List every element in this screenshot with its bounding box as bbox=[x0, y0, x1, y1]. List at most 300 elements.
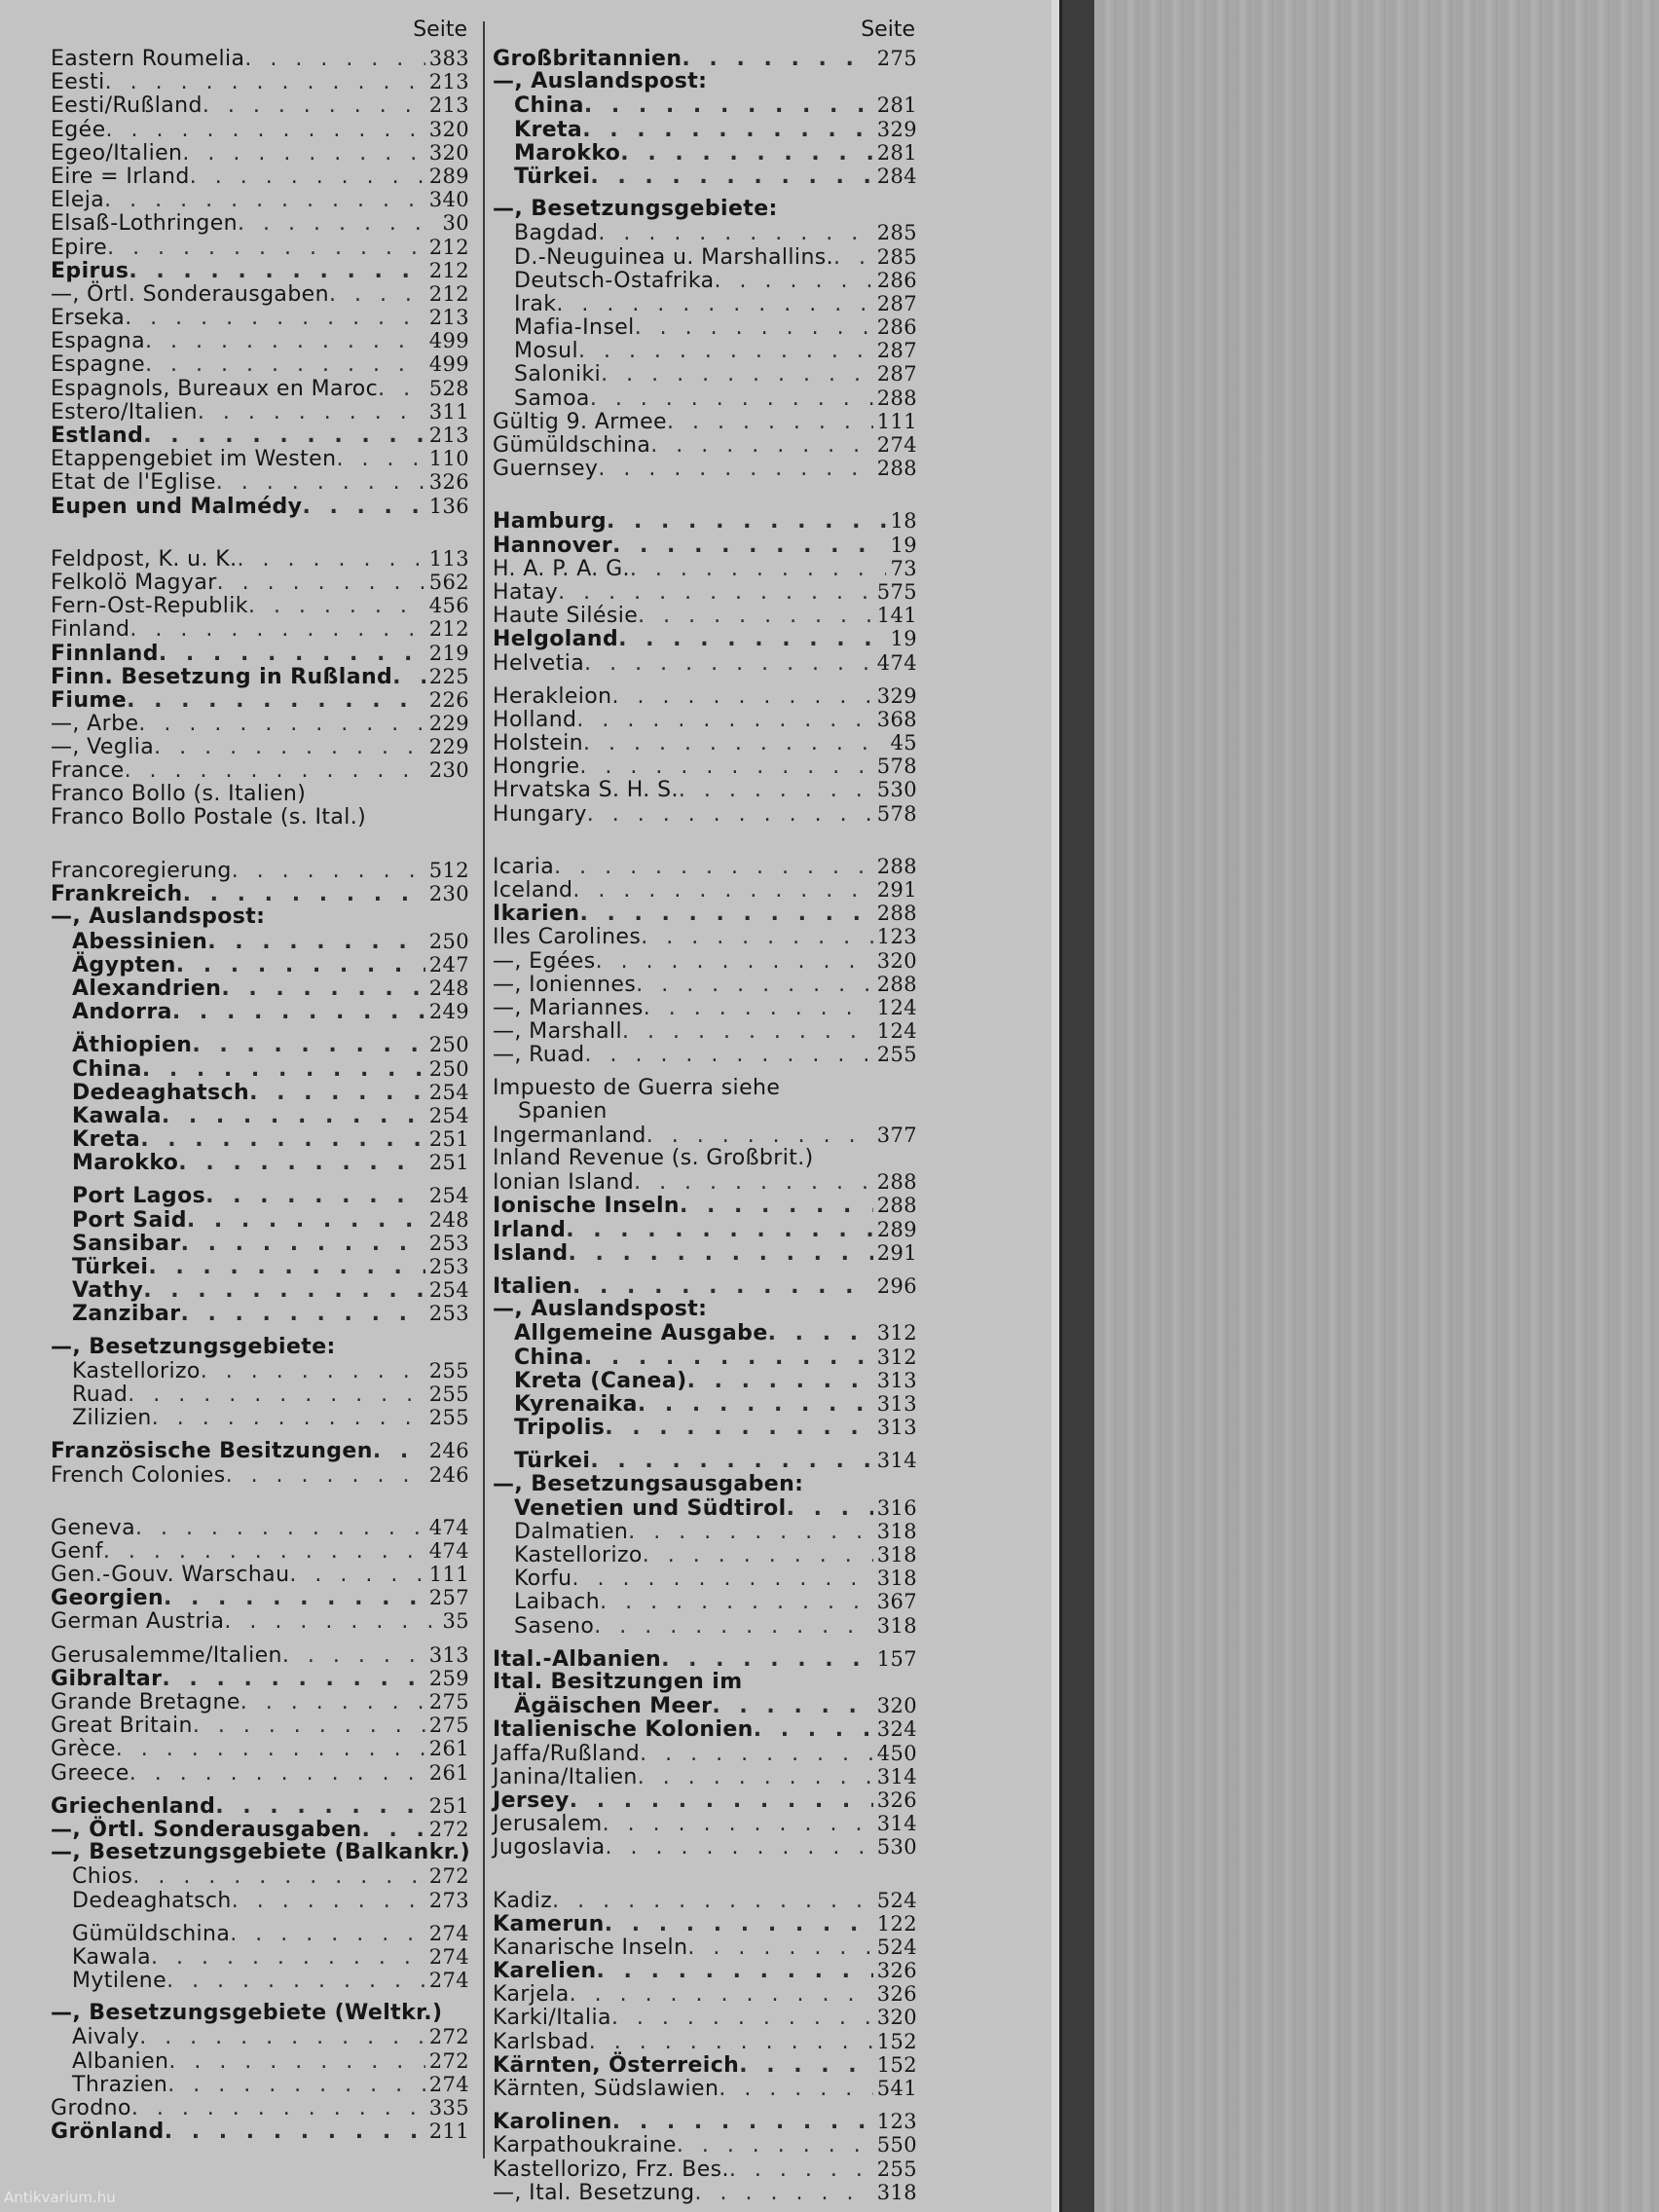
entry-page-number: 152 bbox=[876, 2029, 917, 2053]
dot-leader bbox=[787, 1497, 873, 1521]
dot-leader bbox=[162, 1105, 425, 1128]
entry-label: Etappengebiet im Westen bbox=[51, 447, 337, 472]
entry-label: D.-Neuguinea u. Marshallins. bbox=[514, 244, 834, 270]
entry-page-number: 541 bbox=[876, 2077, 917, 2100]
index-entry bbox=[51, 1969, 469, 1992]
entry-page-number: 286 bbox=[876, 315, 917, 340]
dot-leader bbox=[203, 94, 425, 118]
index-entry bbox=[51, 118, 469, 141]
entry-page-number: 248 bbox=[428, 976, 469, 1000]
entry-page-number: 259 bbox=[428, 1666, 469, 1690]
index-entry bbox=[51, 377, 469, 400]
index-entry bbox=[493, 1936, 917, 1959]
index-entry bbox=[493, 1218, 917, 1241]
index-entry bbox=[493, 973, 917, 996]
index-entry bbox=[493, 2077, 917, 2100]
index-entry bbox=[493, 2181, 917, 2204]
entry-label: Kreta (Canea) bbox=[514, 1368, 687, 1393]
index-entry bbox=[493, 802, 917, 826]
index-entry bbox=[493, 731, 917, 755]
entry-label: Franco Bollo (s. Italien) bbox=[51, 781, 307, 806]
dot-leader bbox=[579, 756, 872, 779]
entry-label: Bagdad bbox=[514, 221, 599, 246]
entry-label: Hamburg bbox=[493, 509, 607, 535]
entry-label: Venetien und Südtirol bbox=[514, 1495, 787, 1521]
entry-label: French Colonies bbox=[51, 1462, 226, 1488]
entry-page-number: 272 bbox=[428, 2025, 469, 2049]
index-entry bbox=[51, 930, 469, 953]
entry-page-number: 318 bbox=[876, 2180, 917, 2204]
dot-leader bbox=[167, 2074, 424, 2097]
dot-leader bbox=[576, 709, 872, 732]
entry-label: Eire = Irland bbox=[51, 164, 190, 189]
entry-label: Estero/Italien bbox=[51, 399, 198, 424]
entry-label: Karelien bbox=[493, 1959, 597, 1984]
left-column-header bbox=[51, 18, 469, 47]
index-entry bbox=[51, 953, 469, 977]
book-cover bbox=[1094, 0, 1659, 2212]
entry-label: China bbox=[514, 1345, 584, 1370]
entry-label: Allgemeine Ausgabe bbox=[514, 1321, 768, 1346]
dot-leader bbox=[145, 330, 425, 353]
dot-leader bbox=[712, 1695, 872, 1718]
index-entry bbox=[493, 2053, 917, 2077]
entry-page-number: 251 bbox=[428, 1793, 469, 1818]
entry-page-number: 73 bbox=[890, 556, 917, 580]
entry-label: Marokko bbox=[514, 140, 621, 166]
entry-page-number: 253 bbox=[428, 1302, 469, 1326]
entry-label: Great Britain bbox=[51, 1714, 193, 1739]
entry-label: Griechenland bbox=[51, 1793, 216, 1819]
index-entry bbox=[493, 1392, 917, 1416]
index-entry bbox=[493, 1959, 917, 1982]
entry-page-number: 318 bbox=[876, 1543, 917, 1567]
dot-leader bbox=[739, 2054, 872, 2078]
index-entry bbox=[51, 188, 469, 211]
index-entry bbox=[493, 47, 917, 70]
entry-label: Dalmatien bbox=[514, 1519, 629, 1544]
index-entry bbox=[51, 1057, 469, 1081]
spacer bbox=[51, 1912, 469, 1922]
index-entry bbox=[51, 2073, 469, 2096]
spacer bbox=[51, 830, 469, 859]
entry-page-number: 113 bbox=[428, 546, 469, 571]
dot-leader bbox=[152, 1407, 425, 1430]
dot-leader bbox=[336, 448, 424, 471]
dot-leader bbox=[178, 1152, 424, 1175]
entry-page-number: 250 bbox=[428, 1056, 469, 1081]
index-entry bbox=[493, 604, 917, 627]
entry-page-number: 289 bbox=[428, 164, 469, 188]
entry-label: —, Auslandspost: bbox=[493, 1297, 708, 1322]
entry-page-number: 524 bbox=[876, 1888, 917, 1912]
entry-label: Hungary bbox=[493, 801, 587, 827]
index-entry bbox=[493, 755, 917, 778]
dot-leader bbox=[105, 71, 425, 94]
entry-page-number: 273 bbox=[428, 1888, 469, 1912]
entry-page-number: 230 bbox=[428, 882, 469, 906]
entry-label: —, Marshall bbox=[493, 1019, 623, 1045]
entry-page-number: 367 bbox=[876, 1590, 917, 1614]
dot-leader bbox=[554, 856, 873, 879]
entry-page-number: 530 bbox=[876, 1835, 917, 1860]
index-entry bbox=[493, 1647, 917, 1671]
dot-leader bbox=[552, 1890, 873, 1913]
entry-page-number: 284 bbox=[876, 164, 917, 188]
entry-label: Kastellorizo, Frz. Bes. bbox=[493, 2157, 729, 2182]
dot-leader bbox=[217, 571, 425, 595]
index-entry bbox=[51, 2096, 469, 2120]
entry-page-number: 230 bbox=[428, 758, 469, 783]
dot-leader bbox=[125, 759, 425, 783]
entry-page-number: 499 bbox=[428, 352, 469, 377]
entry-page-number: 474 bbox=[428, 1515, 469, 1539]
index-entry bbox=[493, 70, 917, 93]
index-entry bbox=[51, 47, 469, 70]
spacer bbox=[493, 1265, 917, 1274]
entry-label: —, Ioniennes bbox=[493, 972, 637, 997]
dot-leader bbox=[215, 1795, 424, 1819]
dot-leader bbox=[628, 1521, 872, 1544]
entry-label: Impuesto de Guerra siehe bbox=[493, 1075, 781, 1100]
index-entry bbox=[51, 1255, 469, 1278]
entry-label: —, Besetzungsgebiete (Weltkr.) bbox=[51, 2001, 443, 2026]
index-entry bbox=[51, 1945, 469, 1969]
index-entry bbox=[493, 1788, 917, 1812]
index-entry bbox=[493, 410, 917, 433]
index-entry bbox=[51, 1516, 469, 1539]
index-entry bbox=[51, 1359, 469, 1382]
dot-leader bbox=[216, 471, 425, 495]
spacer bbox=[493, 1439, 917, 1449]
index-entry bbox=[493, 339, 917, 362]
entry-label: Epire bbox=[51, 235, 108, 260]
entry-label: Greece bbox=[51, 1760, 129, 1786]
dot-leader bbox=[193, 1714, 425, 1738]
dot-leader bbox=[176, 954, 425, 977]
spacer bbox=[51, 1429, 469, 1439]
index-entry bbox=[51, 1586, 469, 1609]
entry-label: Grande Bretagne bbox=[51, 1690, 240, 1714]
dot-leader bbox=[638, 1393, 873, 1417]
dot-leader bbox=[138, 713, 424, 736]
entry-page-number: 550 bbox=[876, 2133, 917, 2157]
entry-label: Äthiopien bbox=[72, 1033, 193, 1058]
dot-leader bbox=[282, 1644, 425, 1668]
index-entry bbox=[493, 1543, 917, 1567]
left-entry-list bbox=[51, 47, 469, 2143]
dot-leader bbox=[833, 246, 873, 270]
index-entry bbox=[493, 1346, 917, 1369]
dot-leader bbox=[638, 605, 873, 628]
entry-label: Kärnten, Südslawien bbox=[493, 2077, 719, 2101]
entry-label: Francoregierung bbox=[51, 859, 232, 883]
entry-page-number: 285 bbox=[876, 221, 917, 245]
entry-page-number: 313 bbox=[876, 1416, 917, 1440]
entry-page-number: 213 bbox=[428, 70, 469, 94]
index-entry bbox=[51, 306, 469, 329]
entry-label: Chios bbox=[72, 1864, 133, 1890]
dot-leader bbox=[630, 558, 887, 581]
index-entry bbox=[493, 1765, 917, 1788]
dot-leader bbox=[634, 1171, 873, 1195]
entry-page-number: 274 bbox=[876, 433, 917, 457]
entry-label: Hongrie bbox=[493, 755, 580, 780]
entry-label: Vathy bbox=[72, 1278, 144, 1304]
entry-page-number: 311 bbox=[428, 399, 469, 424]
index-entry bbox=[51, 1463, 469, 1487]
index-entry bbox=[493, 387, 917, 410]
entry-page-number: 250 bbox=[428, 929, 469, 953]
entry-label: Espagne bbox=[51, 352, 146, 378]
dot-leader bbox=[572, 1567, 873, 1591]
dot-leader bbox=[164, 1587, 425, 1610]
index-entry bbox=[493, 1520, 917, 1543]
entry-page-number: 296 bbox=[876, 1274, 917, 1298]
entry-page-number: 255 bbox=[428, 1358, 469, 1382]
entry-page-number: 320 bbox=[428, 117, 469, 141]
dot-leader bbox=[618, 628, 886, 651]
entry-label: Alexandrien bbox=[72, 976, 222, 1001]
dot-leader bbox=[238, 548, 425, 571]
index-entry bbox=[493, 118, 917, 141]
index-entry bbox=[493, 1077, 917, 1100]
entry-page-number: 287 bbox=[876, 362, 917, 387]
entry-page-number: 287 bbox=[876, 339, 917, 363]
entry-page-number: 324 bbox=[876, 1717, 917, 1742]
entry-page-number: 274 bbox=[428, 1969, 469, 1993]
entry-label: Finland bbox=[51, 617, 130, 643]
entry-label: —, Ital. Besetzung bbox=[493, 2180, 695, 2205]
entry-label: Egeo/Italien bbox=[51, 140, 183, 166]
index-entry bbox=[51, 1864, 469, 1888]
dot-leader bbox=[584, 652, 873, 676]
entry-label: Kastellorizo bbox=[514, 1543, 643, 1568]
index-entry bbox=[51, 1563, 469, 1586]
entry-label: Tripolis bbox=[514, 1416, 606, 1441]
index-entry bbox=[51, 806, 469, 830]
dot-leader bbox=[205, 1185, 425, 1208]
dot-leader bbox=[679, 779, 873, 802]
dot-leader bbox=[166, 1970, 425, 1993]
index-entry bbox=[51, 70, 469, 93]
entry-label: Andorra bbox=[72, 1000, 172, 1025]
entry-page-number: 316 bbox=[876, 1495, 917, 1520]
entry-page-number: 111 bbox=[428, 1563, 469, 1587]
entry-label: Eupen und Malmédy bbox=[51, 494, 303, 519]
index-entry bbox=[51, 688, 469, 712]
index-entry bbox=[51, 1737, 469, 1760]
spacer bbox=[51, 1634, 469, 1643]
entry-label: —, Besetzungsgebiete (Balkankr.) bbox=[51, 1840, 471, 1865]
entry-label: —, Besetzungsausgaben: bbox=[493, 1471, 804, 1496]
index-entry bbox=[51, 665, 469, 688]
entry-page-number: 254 bbox=[428, 1184, 469, 1208]
dot-leader bbox=[232, 1890, 425, 1913]
dot-leader bbox=[244, 48, 424, 71]
entry-page-number: 326 bbox=[876, 1959, 917, 1983]
entry-label: Jugoslavia bbox=[493, 1835, 606, 1861]
index-entry bbox=[493, 1912, 917, 1936]
entry-page-number: 246 bbox=[428, 1462, 469, 1487]
entry-label: Aivaly bbox=[72, 2025, 140, 2050]
entry-label: Egée bbox=[51, 117, 106, 142]
entry-label: Grodno bbox=[51, 2096, 131, 2120]
entry-page-number: 111 bbox=[876, 409, 917, 433]
entry-label: Türkei bbox=[514, 1449, 591, 1474]
dot-leader bbox=[578, 340, 873, 363]
entry-page-number: 123 bbox=[876, 2110, 917, 2134]
right-column bbox=[493, 18, 917, 2204]
entry-label: Kyrenaika bbox=[514, 1391, 638, 1417]
index-entry bbox=[51, 282, 469, 306]
index-entry bbox=[51, 211, 469, 235]
index-entry bbox=[493, 1194, 917, 1217]
index-entry bbox=[51, 977, 469, 1000]
index-entry bbox=[51, 236, 469, 259]
entry-label: —, Auslandspost: bbox=[493, 69, 708, 94]
entry-label: Georgien bbox=[51, 1586, 165, 1611]
entry-label: Karlsbad bbox=[493, 2029, 589, 2054]
entry-page-number: 247 bbox=[428, 952, 469, 977]
dot-leader bbox=[598, 458, 872, 481]
entry-page-number: 123 bbox=[876, 925, 917, 949]
index-entry bbox=[493, 708, 917, 731]
index-entry bbox=[51, 594, 469, 617]
dot-leader bbox=[622, 1020, 873, 1044]
index-entry bbox=[493, 1043, 917, 1066]
dot-leader bbox=[140, 1128, 425, 1152]
dot-leader bbox=[754, 1718, 873, 1742]
dot-leader bbox=[143, 1279, 425, 1303]
entry-label: Jaffa/Rußland bbox=[493, 1741, 641, 1766]
index-entry bbox=[493, 1147, 917, 1170]
dot-leader bbox=[695, 2182, 873, 2205]
dot-leader bbox=[224, 1610, 438, 1634]
dot-leader bbox=[162, 1668, 424, 1691]
dot-leader bbox=[289, 1564, 424, 1587]
entry-page-number: 456 bbox=[428, 594, 469, 618]
entry-label: Abessinien bbox=[72, 929, 208, 954]
entry-page-number: 288 bbox=[876, 1170, 917, 1195]
index-entry bbox=[51, 1667, 469, 1690]
entry-page-number: 314 bbox=[876, 1812, 917, 1836]
entry-page-number: 320 bbox=[876, 1694, 917, 1718]
dot-leader bbox=[612, 2111, 873, 2134]
entry-page-number: 213 bbox=[428, 306, 469, 330]
entry-label: Eesti/Rußland bbox=[51, 93, 203, 119]
dot-leader bbox=[392, 666, 425, 689]
entry-label: H. A. P. A. G. bbox=[493, 556, 630, 581]
entry-label: Helgoland bbox=[493, 627, 619, 652]
index-entry bbox=[493, 1449, 917, 1472]
dot-leader bbox=[558, 581, 873, 605]
dot-leader bbox=[221, 977, 424, 1001]
entry-label: Deutsch-Ostafrika bbox=[514, 268, 715, 293]
index-entry bbox=[493, 1416, 917, 1439]
entry-label: Sansibar bbox=[72, 1231, 181, 1256]
index-entry bbox=[493, 2133, 917, 2157]
dot-leader bbox=[172, 1001, 425, 1024]
entry-label: Holstein bbox=[493, 731, 583, 756]
index-entry bbox=[493, 1170, 917, 1194]
entry-page-number: 326 bbox=[428, 470, 469, 495]
index-entry bbox=[51, 1714, 469, 1737]
entry-page-number: 289 bbox=[876, 1217, 917, 1241]
entry-label: Geneva bbox=[51, 1515, 135, 1540]
dot-leader bbox=[129, 618, 424, 642]
dot-leader bbox=[611, 2007, 873, 2030]
entry-label: Samoa bbox=[514, 386, 590, 411]
index-entry bbox=[51, 571, 469, 594]
entry-page-number: 313 bbox=[876, 1368, 917, 1392]
index-entry bbox=[493, 925, 917, 948]
entry-label: Irak bbox=[514, 291, 557, 316]
entry-label: Kadiz bbox=[493, 1888, 553, 1913]
dot-leader bbox=[612, 685, 873, 709]
index-entry bbox=[493, 996, 917, 1019]
index-entry bbox=[493, 141, 917, 165]
index-entry bbox=[493, 1835, 917, 1859]
entry-page-number: 122 bbox=[876, 1911, 917, 1936]
index-entry bbox=[493, 1298, 917, 1321]
dot-leader bbox=[640, 1743, 873, 1766]
dot-leader bbox=[582, 119, 873, 142]
dot-leader bbox=[249, 1082, 425, 1105]
entry-page-number: 18 bbox=[890, 509, 917, 534]
entry-page-number: 211 bbox=[428, 2120, 469, 2144]
entry-page-number: 291 bbox=[876, 878, 917, 902]
entry-page-number: 30 bbox=[442, 211, 469, 236]
entry-page-number: 251 bbox=[428, 1151, 469, 1175]
index-entry bbox=[51, 1794, 469, 1818]
index-entry bbox=[51, 1439, 469, 1462]
dot-leader bbox=[181, 1233, 425, 1256]
index-entry bbox=[51, 1208, 469, 1232]
entry-label: Eesti bbox=[51, 70, 105, 95]
index-entry bbox=[51, 1127, 469, 1151]
index-entry bbox=[51, 1539, 469, 1563]
entry-page-number: 326 bbox=[876, 1982, 917, 2007]
index-entry bbox=[493, 315, 917, 339]
index-entry bbox=[51, 447, 469, 470]
entry-label: Icaria bbox=[493, 854, 555, 879]
entry-label: Gümüldschina bbox=[72, 1921, 231, 1946]
dot-leader bbox=[107, 237, 425, 260]
index-entry bbox=[51, 2120, 469, 2143]
index-entry bbox=[51, 470, 469, 494]
dot-leader bbox=[605, 1913, 873, 1936]
entry-page-number: 254 bbox=[428, 1103, 469, 1127]
entry-page-number: 575 bbox=[876, 579, 917, 604]
entry-label: Gümüldschina bbox=[493, 433, 651, 458]
index-entry bbox=[51, 2049, 469, 2073]
entry-page-number: 212 bbox=[428, 258, 469, 282]
entry-page-number: 320 bbox=[876, 948, 917, 973]
entry-label: Hatay bbox=[493, 579, 559, 605]
index-entry bbox=[493, 221, 917, 244]
index-entry bbox=[493, 534, 917, 557]
index-entry bbox=[51, 1761, 469, 1785]
entry-label: China bbox=[514, 93, 584, 119]
dot-leader bbox=[168, 2050, 424, 2074]
entry-label: Erseka bbox=[51, 306, 126, 331]
index-entry bbox=[493, 1473, 917, 1496]
dot-leader bbox=[128, 1383, 424, 1407]
dot-leader bbox=[644, 997, 873, 1020]
dot-leader bbox=[719, 2078, 872, 2101]
entry-page-number: 329 bbox=[876, 117, 917, 141]
